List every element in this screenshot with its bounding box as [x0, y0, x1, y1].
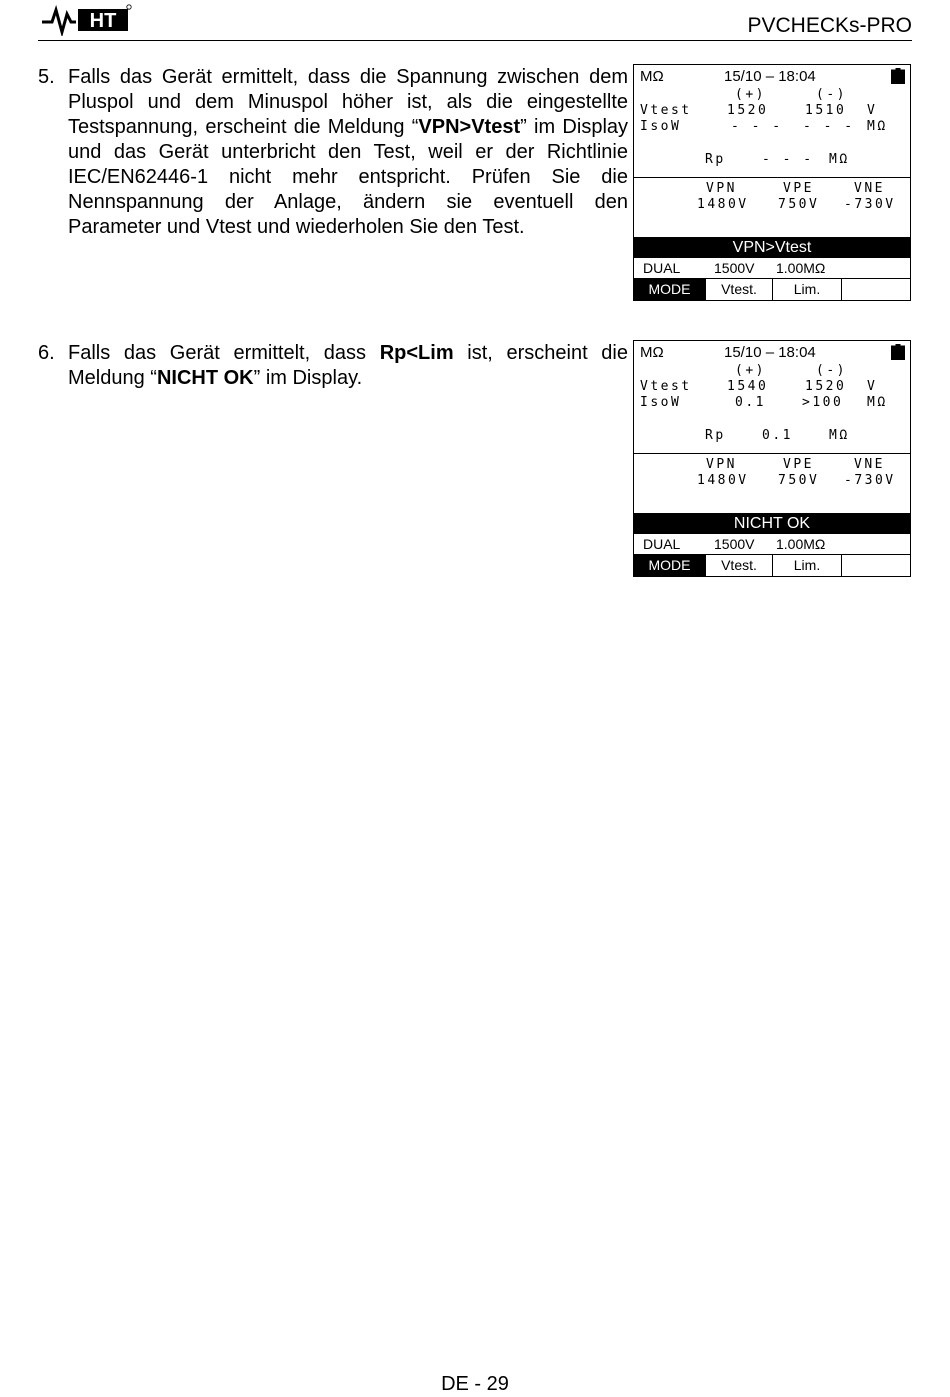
isow-minus-value: - - -: [803, 119, 855, 134]
step-number: 5.: [38, 66, 55, 88]
header-divider: [38, 40, 912, 41]
softkey-lim[interactable]: Lim.: [773, 555, 842, 576]
isow-minus-value: >100: [802, 395, 844, 410]
rp-unit: MΩ: [829, 152, 850, 167]
vne-value: -730V: [844, 473, 896, 488]
condition-highlight: Rp<Lim: [379, 342, 454, 364]
info-voltage: 1500V: [714, 260, 755, 276]
rp-label: Rp: [705, 152, 726, 167]
rp-value: - - -: [762, 152, 814, 167]
logo-text: HT: [89, 10, 117, 32]
vtest-plus-value: 1540: [727, 379, 769, 394]
isow-label: IsoW: [640, 119, 682, 134]
softkey-empty[interactable]: [842, 279, 910, 300]
vtest-unit: V: [867, 379, 878, 394]
message-highlight: NICHT OK: [156, 367, 254, 389]
vne-value: -730V: [844, 197, 896, 212]
vtest-label: Vtest: [640, 103, 692, 118]
display-message: NICHT OK: [634, 513, 910, 534]
step-text-part: Falls das Gerät ermittelt, dass die Spannung zwischen dem Pluspol und dem Minuspol höher ist, als die eingestellte Testspannung, erscheint die Meldung “: [68, 66, 628, 138]
display-unit: MΩ: [640, 344, 664, 361]
info-limit: 1.00MΩ: [776, 260, 826, 276]
info-mode: DUAL: [643, 536, 681, 552]
step-text-part: ist, erscheint die Meldung “: [68, 342, 628, 389]
product-name: PVCHECKs-PRO: [747, 14, 912, 37]
step-text: [68, 341, 628, 391]
softkey-empty[interactable]: [842, 555, 910, 576]
rp-label: Rp: [705, 428, 726, 443]
step-number: 6.: [38, 342, 55, 364]
info-limit: 1.00MΩ: [776, 536, 826, 552]
vpe-value: 750V: [778, 197, 820, 212]
battery-icon: [891, 344, 905, 360]
display-message: VPN>Vtest: [634, 237, 910, 258]
vtest-plus-value: 1520: [727, 103, 769, 118]
vtest-minus-value: 1510: [805, 103, 847, 118]
vpn-label: VPN: [706, 181, 737, 196]
softkey-lim[interactable]: Lim.: [773, 279, 842, 300]
ht-logo: [40, 4, 132, 36]
page-number: DE - 29: [441, 1373, 509, 1395]
softkey-mode[interactable]: MODE: [634, 555, 706, 576]
vtest-label: Vtest: [640, 379, 692, 394]
step-text-part: ” im Display und das Gerät unterbricht den Test, weil er der Richtlinie IEC/EN62446-1 nicht mehr entspricht. Prüfen Sie die Nennspannung der Anlage, ändern sie eventuell den Parameter und Vtest und wiederholen Sie den Test.: [68, 116, 629, 238]
isow-label: IsoW: [640, 395, 682, 410]
rp-unit: MΩ: [829, 428, 850, 443]
vpe-label: VPE: [783, 457, 814, 472]
polarity-minus: (-): [816, 87, 847, 102]
vpe-label: VPE: [783, 181, 814, 196]
instrument-display-1: [633, 64, 911, 301]
isow-unit: MΩ: [867, 119, 888, 134]
vpe-value: 750V: [778, 473, 820, 488]
vpn-value: 1480V: [697, 197, 749, 212]
display-divider: [634, 177, 910, 178]
polarity-plus: (+): [735, 363, 766, 378]
vpn-value: 1480V: [697, 473, 749, 488]
vpn-label: VPN: [706, 457, 737, 472]
battery-icon: [891, 68, 905, 84]
step-text: [68, 65, 628, 240]
step-text-part: Falls das Gerät ermittelt, dass: [68, 342, 380, 364]
isow-unit: MΩ: [867, 395, 888, 410]
vne-label: VNE: [854, 457, 885, 472]
instrument-display-2: [633, 340, 911, 577]
isow-plus-value: - - -: [731, 119, 783, 134]
step-6: [38, 341, 628, 391]
polarity-plus: (+): [735, 87, 766, 102]
message-highlight: VPN>Vtest: [418, 116, 521, 138]
vne-label: VNE: [854, 181, 885, 196]
info-mode: DUAL: [643, 260, 681, 276]
softkey-mode[interactable]: MODE: [634, 279, 706, 300]
isow-plus-value: 0.1: [735, 395, 766, 410]
vtest-unit: V: [867, 103, 878, 118]
info-voltage: 1500V: [714, 536, 755, 552]
softkey-vtest[interactable]: Vtest.: [706, 555, 773, 576]
softkey-vtest[interactable]: Vtest.: [706, 279, 773, 300]
display-datetime: 15/10 – 18:04: [724, 344, 816, 361]
display-datetime: 15/10 – 18:04: [724, 68, 816, 85]
vtest-minus-value: 1520: [805, 379, 847, 394]
step-5: [38, 65, 628, 240]
display-divider: [634, 453, 910, 454]
display-unit: MΩ: [640, 68, 664, 85]
rp-value: 0.1: [762, 428, 793, 443]
polarity-minus: (-): [816, 363, 847, 378]
step-text-part: ” im Display.: [253, 367, 363, 389]
